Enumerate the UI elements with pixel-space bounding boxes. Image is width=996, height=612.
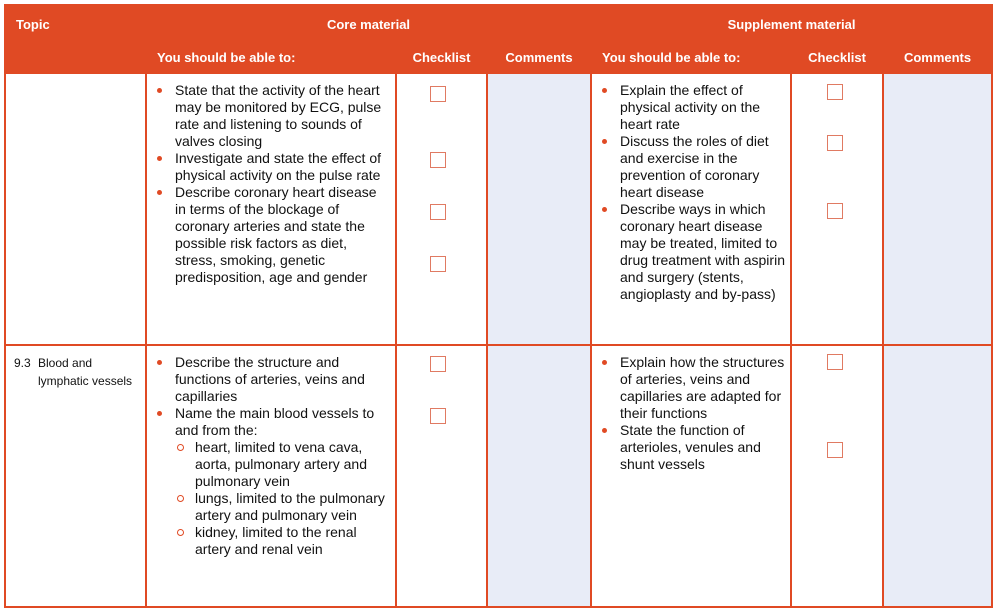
sub-bullet-icon xyxy=(177,529,184,536)
bullet-icon xyxy=(602,360,607,365)
topic-number: 9.3 xyxy=(14,356,31,370)
list-item: Describe ways in which coronary heart disease may be treated, limited to drug treatment with aspirin and surgery (stents, angioplasty and by-pass) xyxy=(602,201,786,303)
bullet-icon xyxy=(157,411,162,416)
header-core-material: Core material xyxy=(146,5,591,41)
sub-list-item: kidney, limited to the renal artery and renal vein xyxy=(177,524,391,558)
topic-title: Blood and lymphatic vessels xyxy=(38,356,133,388)
core-comments-cell[interactable] xyxy=(487,345,591,607)
header-checklist-core: Checklist xyxy=(396,41,487,73)
bullet-icon xyxy=(157,190,162,195)
list-item: Describe the structure and functions of arteries, veins and capillaries xyxy=(157,354,391,405)
header-comments-core: Comments xyxy=(487,41,591,73)
bullet-icon xyxy=(602,88,607,93)
core-checklist-cell xyxy=(396,345,487,607)
list-item: Discuss the roles of diet and exercise in the prevention of coronary heart disease xyxy=(602,133,786,201)
header-comments-supp: Comments xyxy=(883,41,992,73)
sub-bullet-icon xyxy=(177,495,184,502)
header-topic-blank xyxy=(5,41,146,73)
list-item: Investigate and state the effect of physical activity on the pulse rate xyxy=(157,150,391,184)
syllabus-table xyxy=(4,4,993,608)
header-topic: Topic xyxy=(5,5,146,41)
list-item: Name the main blood vessels to and from the: heart, limited to vena cava, aorta, pulmonary artery and pulmonary vein lungs, limited to the pulmonary artery and pulmonary vein kidney, limited to the renal artery and renal vein xyxy=(157,405,391,558)
header-supplement-material: Supplement material xyxy=(591,5,992,41)
core-comments-cell[interactable] xyxy=(487,73,591,345)
supplement-checklist-cell xyxy=(791,73,883,345)
topic-cell xyxy=(5,345,146,607)
checkbox-icon[interactable] xyxy=(430,356,446,372)
bullet-icon xyxy=(602,207,607,212)
checkbox-icon[interactable] xyxy=(827,135,843,151)
topic-cell xyxy=(5,73,146,345)
checkbox-icon[interactable] xyxy=(430,86,446,102)
checkbox-icon[interactable] xyxy=(827,442,843,458)
checkbox-icon[interactable] xyxy=(827,354,843,370)
table-row xyxy=(5,345,992,607)
syllabus-checklist xyxy=(4,4,991,608)
core-checklist-cell xyxy=(396,73,487,345)
checkbox-icon[interactable] xyxy=(430,408,446,424)
list-item: Explain the effect of physical activity on the heart rate xyxy=(602,82,786,133)
supplement-objectives-cell xyxy=(591,345,791,607)
header-you-should-core: You should be able to: xyxy=(146,41,396,73)
bullet-icon xyxy=(157,360,162,365)
checkbox-icon[interactable] xyxy=(430,204,446,220)
header-you-should-supp: You should be able to: xyxy=(591,41,791,73)
supplement-checklist-cell xyxy=(791,345,883,607)
supplement-comments-cell[interactable] xyxy=(883,73,992,345)
sub-bullet-icon xyxy=(177,444,184,451)
checkbox-icon[interactable] xyxy=(827,84,843,100)
header-checklist-supp: Checklist xyxy=(791,41,883,73)
bullet-icon xyxy=(157,156,162,161)
sub-list-item: heart, limited to vena cava, aorta, pulmonary artery and pulmonary vein xyxy=(177,439,391,490)
supplement-objectives-cell xyxy=(591,73,791,345)
bullet-icon xyxy=(602,139,607,144)
supplement-comments-cell[interactable] xyxy=(883,345,992,607)
list-item: Describe coronary heart disease in terms of the blockage of coronary arteries and state the possible risk factors as diet, stress, smoking, genetic predisposition, age and gender xyxy=(157,184,391,286)
sub-list-item: lungs, limited to the pulmonary artery and pulmonary vein xyxy=(177,490,391,524)
bullet-icon xyxy=(602,428,607,433)
checkbox-icon[interactable] xyxy=(430,256,446,272)
checkbox-icon[interactable] xyxy=(430,152,446,168)
core-objectives-cell xyxy=(146,73,396,345)
list-item: State that the activity of the heart may be monitored by ECG, pulse rate and listening to sounds of valves closing xyxy=(157,82,391,150)
bullet-icon xyxy=(157,88,162,93)
list-item: Explain how the structures of arteries, veins and capillaries are adapted for their functions xyxy=(602,354,786,422)
core-objectives-cell xyxy=(146,345,396,607)
checkbox-icon[interactable] xyxy=(827,203,843,219)
table-row xyxy=(5,73,992,345)
list-item: State the function of arterioles, venules and shunt vessels xyxy=(602,422,786,473)
